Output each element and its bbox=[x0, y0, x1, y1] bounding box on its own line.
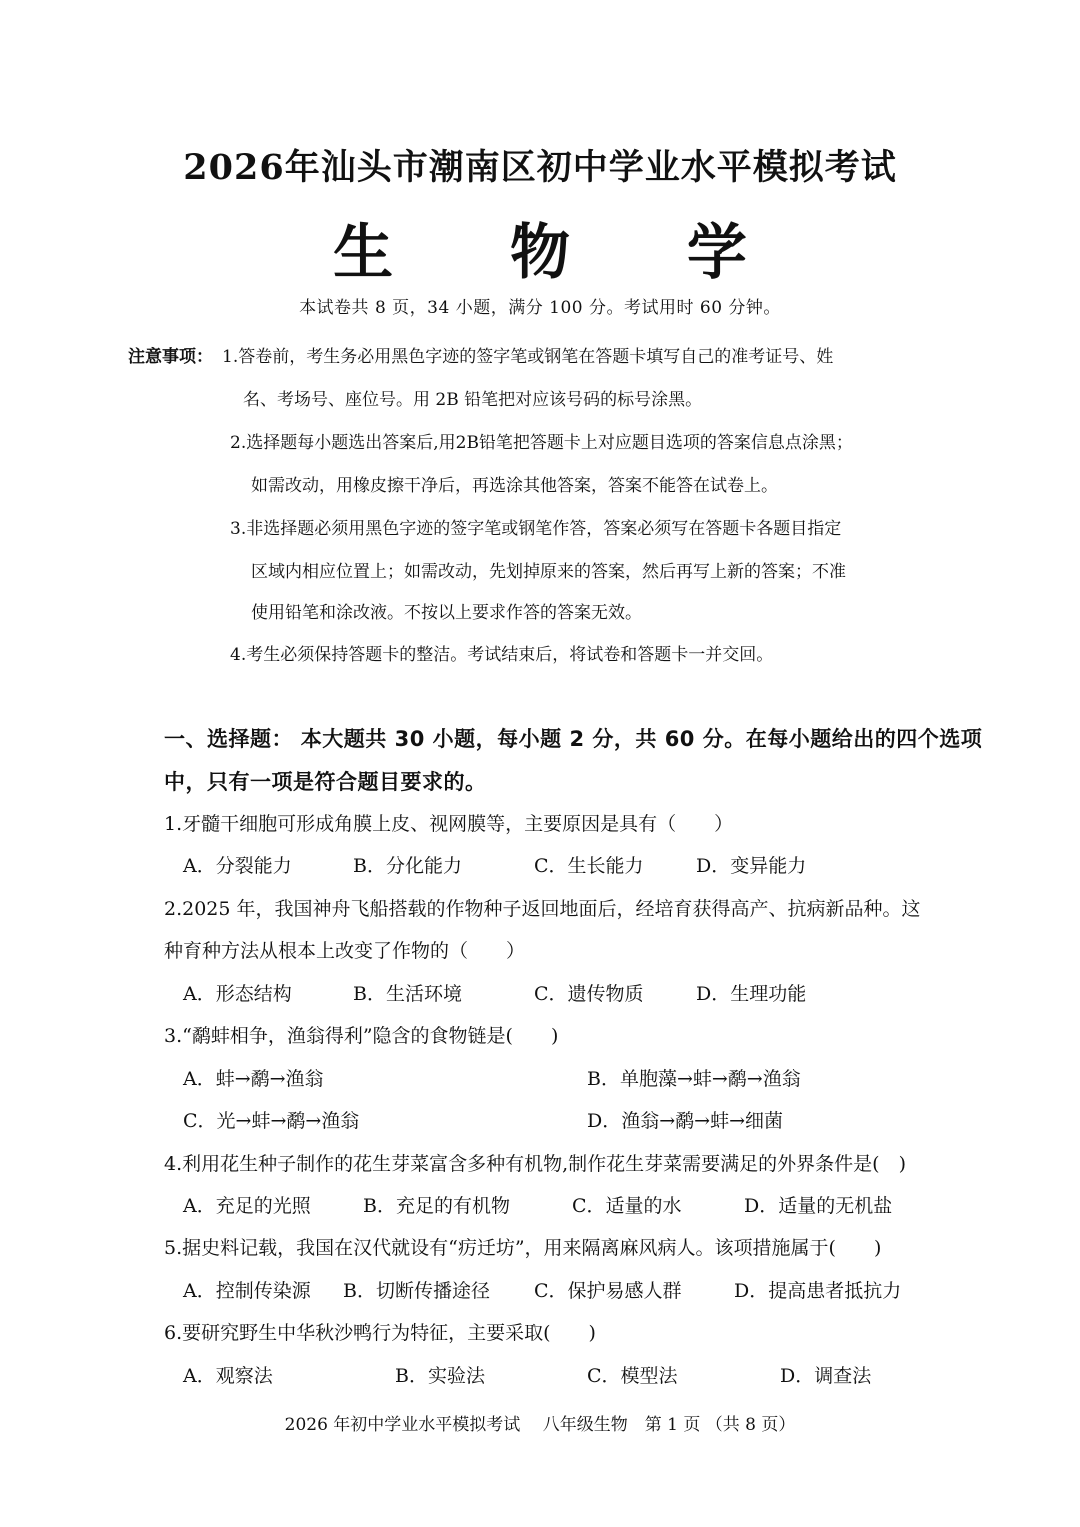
option-c: C．模型法 bbox=[587, 1365, 678, 1387]
note-line: 区域内相应位置上；如需改动，先划掉原来的答案，然后再写上新的答案；不准 bbox=[251, 562, 846, 582]
option-c: C．生长能力 bbox=[534, 855, 644, 877]
section-heading-line1: 一、选择题： 本大题共 30 小题，每小题 2 分，共 60 分。在每小题给出的四个选项 bbox=[164, 727, 983, 751]
exam-title: 2026年汕头市潮南区初中学业水平模拟考试 bbox=[183, 147, 897, 188]
note-line: 如需改动，用橡皮擦干净后，再选涂其他答案，答案不能答在试卷上。 bbox=[251, 476, 778, 496]
question-stem: 种育种方法从根本上改变了作物的（ ） bbox=[164, 940, 526, 962]
note-line: 使用铅笔和涂改液。不按以上要求作答的答案无效。 bbox=[251, 603, 642, 623]
note-line: 4.考生必须保持答题卡的整洁。考试结束后，将试卷和答题卡一并交回。 bbox=[230, 645, 774, 665]
page-footer: 2026 年初中学业水平模拟考试 八年级生物 第 1 页 （共 8 页） bbox=[284, 1415, 796, 1435]
question-stem: 5.据史料记载，我国在汉代就设有“疠迁坊”，用来隔离麻风病人。该项措施属于( ) bbox=[164, 1237, 882, 1259]
option-a: A．充足的光照 bbox=[183, 1195, 311, 1217]
section-heading-line2: 中，只有一项是符合题目要求的。 bbox=[164, 770, 487, 794]
option-d: D．提高患者抵抗力 bbox=[734, 1280, 902, 1302]
note-line: 2.选择题每小题选出答案后,用2B铅笔把答题卡上对应题目选项的答案信息点涂黑； bbox=[230, 433, 853, 453]
option-a: A．形态结构 bbox=[183, 983, 292, 1005]
option-c: C．适量的水 bbox=[572, 1195, 682, 1217]
option-a: A．观察法 bbox=[183, 1365, 273, 1387]
note-line: 名、考场号、座位号。用 2B 铅笔把对应该号码的标号涂黑。 bbox=[243, 390, 703, 410]
question-stem: 6.要研究野生中华秋沙鸭行为特征，主要采取( ) bbox=[164, 1322, 596, 1344]
notes-label: 注意事项： bbox=[128, 347, 213, 367]
option-a: A．蚌→鹬→渔翁 bbox=[183, 1068, 324, 1090]
option-c: C．保护易感人群 bbox=[534, 1280, 682, 1302]
option-b: B．实验法 bbox=[395, 1365, 485, 1387]
option-d: D．渔翁→鹬→蚌→细菌 bbox=[587, 1110, 783, 1132]
option-d: D．变异能力 bbox=[696, 855, 807, 877]
option-b: B．生活环境 bbox=[353, 983, 462, 1005]
option-c: C．遗传物质 bbox=[534, 983, 644, 1005]
option-b: B．切断传播途径 bbox=[343, 1280, 490, 1302]
subject-title: 生 物 学 bbox=[333, 218, 795, 288]
question-stem: 4.利用花生种子制作的花生芽菜富含多种有机物,制作花生芽菜需要满足的外界条件是( ) bbox=[164, 1153, 906, 1175]
exam-info: 本试卷共 8 页，34 小题，满分 100 分。考试用时 60 分钟。 bbox=[299, 298, 781, 318]
question-stem: 2.2025 年，我国神舟飞船搭载的作物种子返回地面后，经培育获得高产、抗病新品种。这 bbox=[164, 898, 921, 920]
note-line: 3.非选择题必须用黑色字迹的签字笔或钢笔作答，答案必须写在答题卡各题目指定 bbox=[230, 519, 842, 539]
option-d: D．适量的无机盐 bbox=[744, 1195, 893, 1217]
option-c: C．光→蚌→鹬→渔翁 bbox=[183, 1110, 360, 1132]
question-stem: 1.牙髓干细胞可形成角膜上皮、视网膜等，主要原因是具有（ ） bbox=[164, 813, 734, 835]
option-a: A．控制传染源 bbox=[183, 1280, 311, 1302]
note-line: 1.答卷前，考生务必用黑色字迹的签字笔或钢笔在答题卡填写自己的准考证号、姓 bbox=[222, 347, 834, 367]
option-d: D．调查法 bbox=[780, 1365, 872, 1387]
option-b: B．充足的有机物 bbox=[363, 1195, 510, 1217]
option-a: A．分裂能力 bbox=[183, 855, 292, 877]
option-b: B．单胞藻→蚌→鹬→渔翁 bbox=[587, 1068, 801, 1090]
option-b: B．分化能力 bbox=[353, 855, 462, 877]
question-stem: 3.“鹬蚌相争，渔翁得利”隐含的食物链是( ) bbox=[164, 1025, 559, 1047]
option-d: D．生理功能 bbox=[696, 983, 807, 1005]
